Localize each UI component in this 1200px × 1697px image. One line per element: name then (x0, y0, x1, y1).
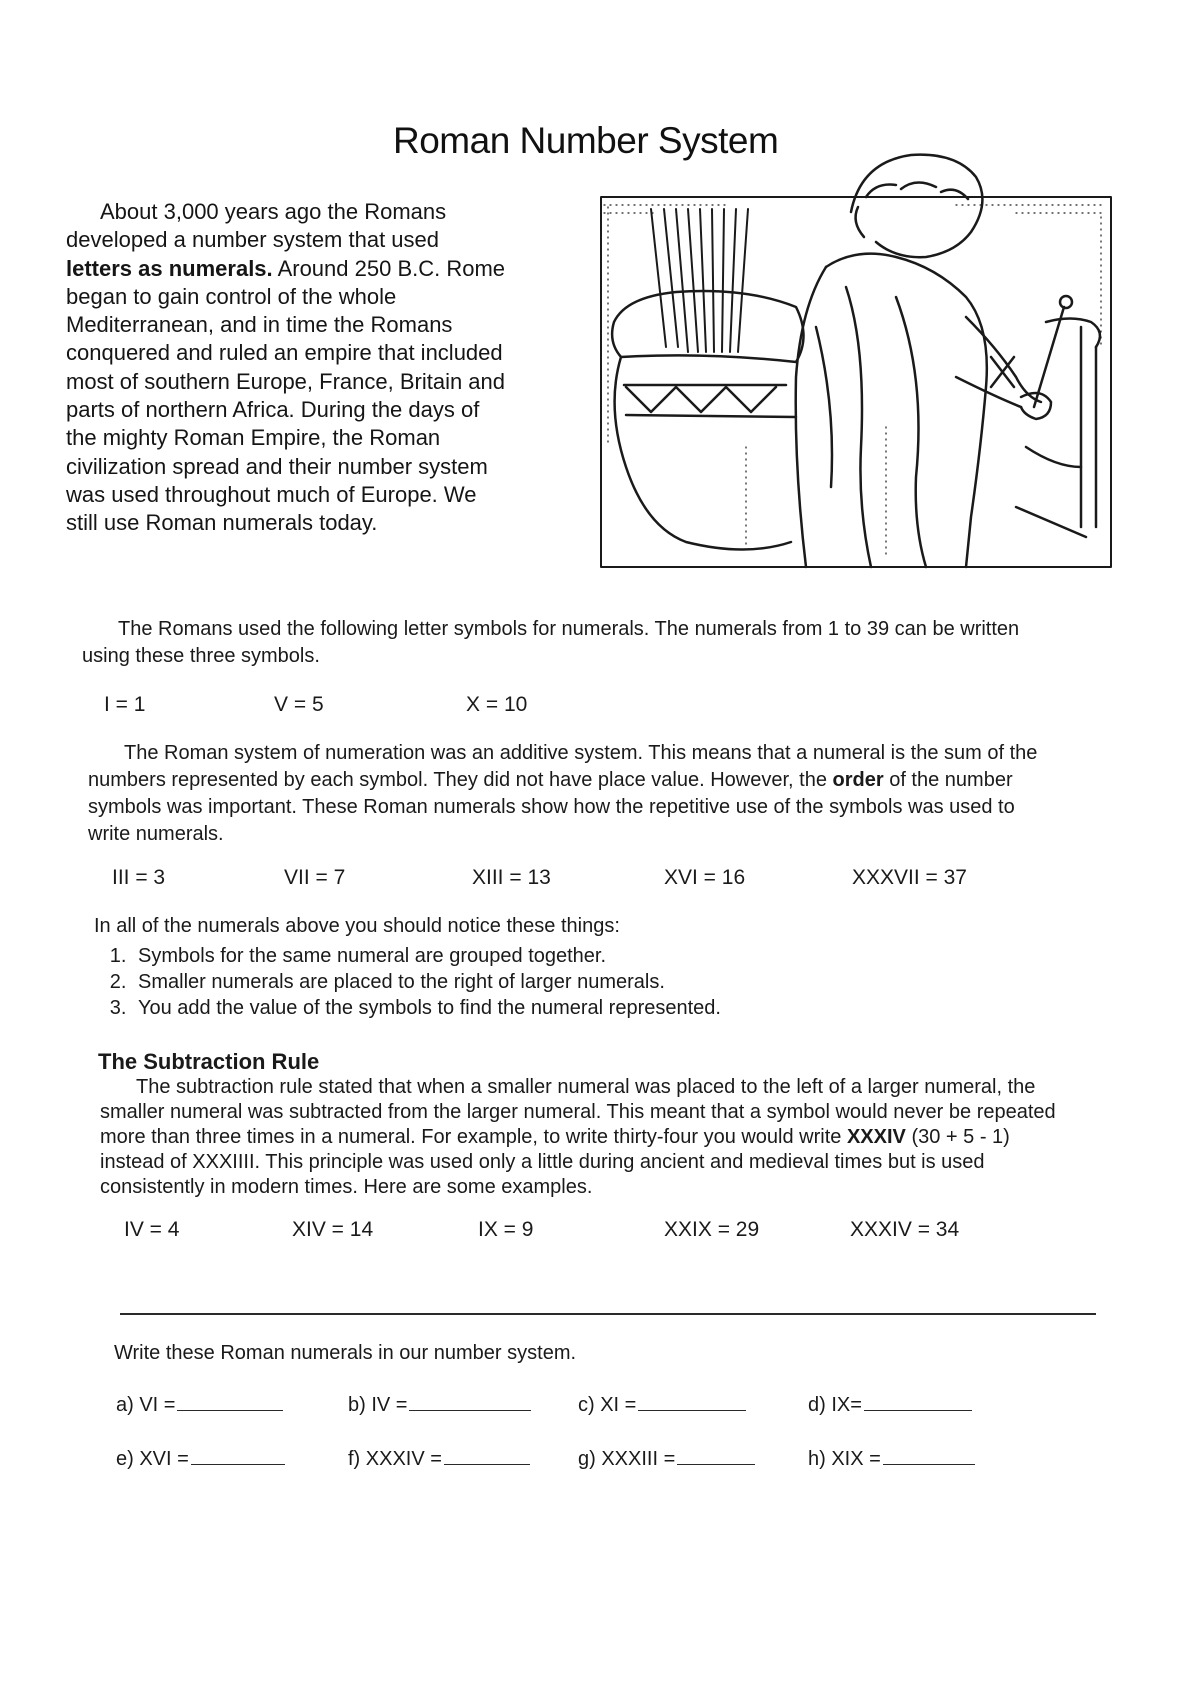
answer-blank[interactable] (191, 1446, 285, 1465)
subtraction-heading: The Subtraction Rule (98, 1049, 320, 1074)
symbol-v: V = 5 (274, 693, 324, 716)
exercise-instruction: Write these Roman numerals in our number system. (114, 1342, 577, 1364)
notice-list (108, 943, 932, 1021)
subtraction-text-1: The subtraction rule stated that when a smaller numeral was placed to the left of a larger numeral, the smaller numeral was subtracted from the larger numeral. This meant that a symbol would never be repeated more than three times in a numeral. For example, to write thirty-four you would write (100, 1076, 1056, 1148)
answer-blank[interactable] (677, 1446, 755, 1465)
answer-blank[interactable] (444, 1446, 530, 1465)
answer-blank[interactable] (177, 1392, 283, 1411)
exercise-label: b) IV = (348, 1394, 408, 1416)
symbols-paragraph-text: The Romans used the following letter symbols for numerals. The numerals from 1 to 39 can be written using these three symbols. (82, 618, 1020, 667)
symbol-values-row (104, 693, 704, 721)
additive-paragraph (88, 740, 1060, 848)
exercise-label: h) XIX = (808, 1448, 881, 1470)
roman-scribe-illustration (596, 147, 1115, 572)
exercise-item-g[interactable] (578, 1446, 755, 1471)
list-item: 1. Symbols for the same numeral are grouped together. (132, 943, 932, 969)
subtraction-example: XXIX = 29 (664, 1218, 760, 1241)
intro-text-1: About 3,000 years ago the Romans developed a number system that used (66, 199, 447, 253)
additive-example: XVI = 16 (664, 866, 746, 889)
subtraction-example: IX = 9 (478, 1218, 534, 1241)
subtraction-example: XIV = 14 (292, 1218, 374, 1241)
exercise-label: d) IX= (808, 1394, 862, 1416)
answer-blank[interactable] (409, 1392, 531, 1411)
exercise-item-c[interactable] (578, 1392, 746, 1417)
additive-example: VII = 7 (284, 866, 346, 889)
additive-example: III = 3 (112, 866, 166, 889)
exercise-item-a[interactable] (116, 1392, 283, 1417)
additive-text-1: The Roman system of numeration was an additive system. This means that a numeral is the sum of the numbers represented by each symbol. They did not have place value. However, the (88, 742, 1038, 791)
intro-bold-text: letters as numerals. (66, 255, 273, 281)
symbol-x: X = 10 (466, 693, 528, 716)
subtraction-paragraph (100, 1075, 1062, 1200)
exercise-item-d[interactable] (808, 1392, 972, 1417)
symbol-i: I = 1 (104, 693, 146, 716)
section-divider (120, 1313, 1096, 1315)
list-item: 2. Smaller numerals are placed to the right of larger numerals. (132, 969, 932, 995)
additive-example: XXXVII = 37 (852, 866, 967, 889)
additive-bold-text: order (832, 769, 884, 791)
list-item: 3. You add the value of the symbols to find the numeral represented. (132, 995, 932, 1021)
intro-text-2: Around 250 B.C. Rome began to gain control of the whole Mediterranean, and in time the Romans conquered and ruled an empire that included most of southern Europe, France, Britain and parts of northern Africa. During the days of the mighty Roman Empire, the Roman civilization spread and their number system was used throughout much of Europe. We still use Roman numerals today. (66, 255, 506, 536)
answer-blank[interactable] (638, 1392, 746, 1411)
subtraction-examples-row (124, 1218, 1024, 1246)
answer-blank[interactable] (864, 1392, 972, 1411)
additive-example: XIII = 13 (472, 866, 551, 889)
additive-examples-row (112, 866, 1012, 894)
exercise-label: c) XI = (578, 1394, 637, 1416)
subtraction-example: IV = 4 (124, 1218, 180, 1241)
subtraction-bold-text: XXXIV (846, 1126, 906, 1148)
answer-blank[interactable] (883, 1446, 975, 1465)
notice-intro: In all of the numerals above you should notice these things: (94, 915, 620, 937)
exercise-label: g) XXXIII = (578, 1448, 676, 1470)
additive-text-2: of the number symbols was important. These Roman numerals show how the repetitive use of the symbols was used to write numerals. (88, 769, 1015, 845)
exercise-label: f) XXXIV = (348, 1448, 442, 1470)
exercise-label: e) XVI = (116, 1448, 189, 1470)
subtraction-text-2: (30 + 5 - 1) instead of XXXIIII. This principle was used only a little during ancient and medieval times but is used consistently in modern times. Here are some examples. (100, 1126, 1010, 1198)
exercise-item-f[interactable] (348, 1446, 530, 1471)
exercise-label: a) VI = (116, 1394, 176, 1416)
subtraction-example: XXXIV = 34 (850, 1218, 960, 1241)
exercise-item-e[interactable] (116, 1446, 285, 1471)
intro-paragraph (66, 198, 506, 538)
exercise-item-b[interactable] (348, 1392, 531, 1417)
symbols-paragraph (82, 616, 1064, 670)
exercise-item-h[interactable] (808, 1446, 975, 1471)
page-title: Roman Number System (393, 120, 779, 161)
